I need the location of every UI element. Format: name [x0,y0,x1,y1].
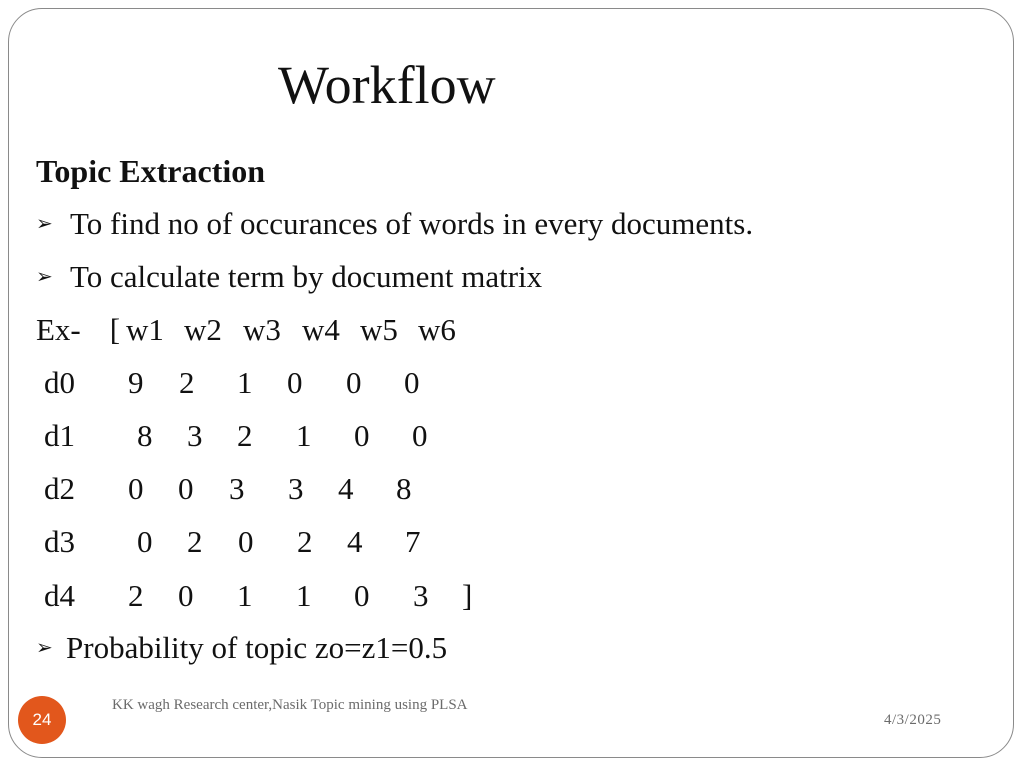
bullet-item [36,204,753,244]
matrix-cell: 3 [288,471,304,506]
matrix-cell: 0 [137,524,153,559]
matrix-cell: 1 [237,578,253,613]
matrix-cell: 1 [237,365,253,400]
matrix-cell: 4 [338,471,354,506]
matrix-row-label: d1 [44,418,75,453]
matrix-column-header: w6 [418,312,456,347]
matrix-header [36,310,456,350]
matrix-cell: 7 [405,524,421,559]
matrix-row-label: d3 [44,524,75,559]
matrix-column-header: w3 [243,312,281,347]
matrix-cell: 9 [128,365,144,400]
matrix-cell: 2 [179,365,195,400]
bullet-text: To find no of occurances of words in every documents. [70,206,754,241]
bullet-item [36,628,447,668]
matrix-cell: 2 [237,418,253,453]
slide-number-badge: 24 [18,696,66,744]
arrow-bullet-icon: ➢ [36,266,53,288]
matrix-cell: 0 [238,524,254,559]
matrix-cell: 1 [296,578,312,613]
matrix-cell: 2 [128,578,144,613]
bullet-item [36,257,542,297]
matrix-row [44,363,644,403]
matrix-column-header: w4 [302,312,340,347]
slide-title: Workflow [278,55,496,115]
matrix-cell: 0 [404,365,420,400]
matrix-cell: 0 [178,471,194,506]
matrix-row [44,416,644,456]
section-heading: Topic Extraction [36,153,266,189]
matrix-cell: 0 [287,365,303,400]
matrix-cell: 4 [347,524,363,559]
matrix-row-label: d0 [44,365,75,400]
matrix-column-header: w1 [126,312,164,347]
matrix-row [44,522,644,562]
matrix-row [44,469,644,509]
matrix-cell: 1 [296,418,312,453]
matrix-cell: 3 [187,418,203,453]
matrix-cell: 2 [187,524,203,559]
arrow-bullet-icon: ➢ [36,213,53,235]
footer-date: 4/3/2025 [884,712,942,728]
matrix-row-label: d4 [44,578,75,613]
matrix-cell: 3 [229,471,245,506]
matrix-cell: 8 [137,418,153,453]
bullet-text: To calculate term by document matrix [70,259,543,294]
matrix-row [44,576,644,616]
matrix-cell: 0 [354,418,370,453]
matrix-cell: 0 [178,578,194,613]
matrix-cell: 0 [346,365,362,400]
matrix-cell: 0 [128,471,144,506]
open-bracket: [ [109,312,121,347]
matrix-cell: 2 [297,524,313,559]
matrix-cell: 3 [413,578,429,613]
matrix-column-header: w5 [360,312,398,347]
matrix-cell: 0 [412,418,428,453]
example-label: Ex- [36,312,81,347]
matrix-cell: 8 [396,471,412,506]
close-bracket: ] [462,578,473,613]
matrix-column-header: w2 [184,312,222,347]
arrow-bullet-icon: ➢ [36,637,53,659]
matrix-cell: 0 [354,578,370,613]
footer-text: KK wagh Research center,Nasik Topic mining using PLSA [112,697,468,713]
bullet-text: Probability of topic zo=z1=0.5 [66,630,448,665]
matrix-row-label: d2 [44,471,75,506]
